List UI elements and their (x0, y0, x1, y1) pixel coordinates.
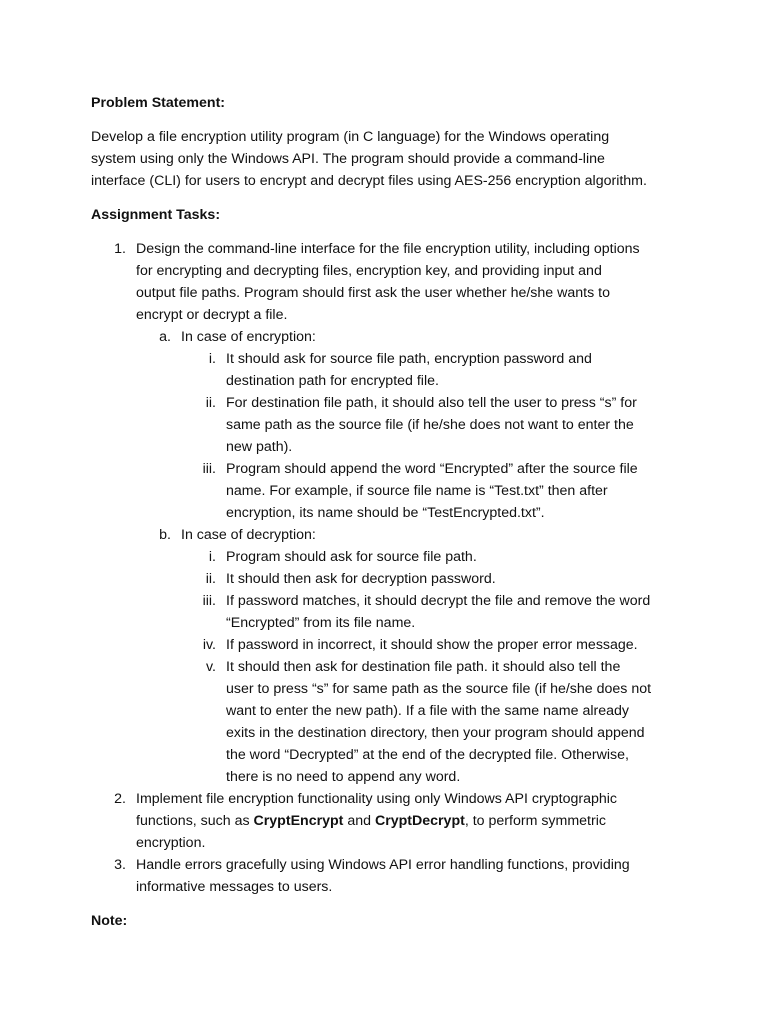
encryption-step-ii (91, 392, 691, 458)
task-item-3 (91, 854, 691, 898)
list-marker: 1. (114, 241, 126, 257)
list-marker: iii. (202, 461, 216, 477)
task-line: informative messages to users. (136, 879, 333, 895)
decryption-step-i (91, 546, 691, 568)
step-line: the word “Decrypted” at the end of the decrypted file. Otherwise, (226, 747, 629, 763)
subitem-encryption (91, 326, 691, 348)
task-line: for encrypting and decrypting files, encryption key, and providing input and (136, 263, 602, 279)
task-text-segment: functions, such as (136, 813, 254, 829)
step-line: If password matches, it should decrypt the file and remove the word (226, 593, 651, 609)
document-page (91, 92, 691, 932)
crypt-decrypt-keyword: CryptDecrypt (374, 813, 465, 829)
step-line: want to enter the new path). If a file with the same name already (226, 703, 629, 719)
list-marker: v. (206, 659, 216, 675)
decryption-step-iv (91, 634, 691, 656)
decryption-step-ii (91, 568, 691, 590)
list-marker: i. (208, 351, 216, 367)
task-text-segment: , to perform symmetric (464, 813, 606, 829)
list-marker: ii. (205, 571, 216, 587)
task-line: output file paths. Program should first ask the user whether he/she wants to (136, 285, 610, 301)
step-line: exits in the destination directory, then your program should append (226, 725, 645, 741)
crypt-encrypt-keyword: CryptEncrypt (253, 813, 344, 829)
step-line: If password in incorrect, it should show the proper error message. (226, 637, 638, 653)
step-line: “Encrypted” from its file name. (226, 615, 416, 631)
step-line: name. For example, if source file name is “Test.txt” then after (226, 483, 608, 499)
list-marker: a. (159, 329, 171, 345)
task-line: Implement file encryption functionality using only Windows API cryptographic (136, 791, 618, 807)
list-marker: b. (159, 527, 171, 543)
subitem-text: In case of decryption: (181, 527, 316, 543)
step-line: new path). (226, 439, 293, 455)
subitem-decryption (91, 524, 691, 546)
task-line: Design the command-line interface for the file encryption utility, including options (136, 241, 640, 257)
problem-statement-heading: Problem Statement: (91, 95, 226, 111)
task-item-1 (91, 238, 691, 326)
task-line: encryption. (136, 835, 206, 851)
step-line: there is no need to append any word. (226, 769, 461, 785)
task-text-segment: and (343, 813, 375, 829)
task-line: Handle errors gracefully using Windows API error handling functions, providing (136, 857, 630, 873)
problem-statement-paragraph (91, 126, 691, 192)
list-marker: 2. (114, 791, 126, 807)
paragraph-line: interface (CLI) for users to encrypt and decrypt files using AES-256 encryption algorithm. (91, 173, 647, 189)
task-item-2 (91, 788, 691, 854)
step-line: It should then ask for destination file path. it should also tell the (226, 659, 621, 675)
step-line: For destination file path, it should also tell the user to press “s” for (226, 395, 637, 411)
paragraph-line: system using only the Windows API. The program should provide a command-line (91, 151, 605, 167)
paragraph-line: Develop a file encryption utility program (in C language) for the Windows operating (91, 129, 610, 145)
encryption-step-i (91, 348, 691, 392)
step-line: Program should ask for source file path. (226, 549, 477, 565)
step-line: destination path for encrypted file. (226, 373, 439, 389)
task-line: encrypt or decrypt a file. (136, 307, 288, 323)
assignment-tasks-heading: Assignment Tasks: (91, 207, 221, 223)
list-marker: 3. (114, 857, 126, 873)
step-line: It should ask for source file path, encryption password and (226, 351, 592, 367)
note-heading: Note: (91, 913, 128, 929)
list-marker: iv. (202, 637, 216, 653)
step-line: user to press “s” for same path as the source file (if he/she does not (226, 681, 652, 697)
step-line: encryption, its name should be “TestEncrypted.txt”. (226, 505, 545, 521)
list-marker: i. (208, 549, 216, 565)
step-line: Program should append the word “Encrypted” after the source file (226, 461, 638, 477)
list-marker: iii. (202, 593, 216, 609)
encryption-step-iii (91, 458, 691, 524)
decryption-step-v (91, 656, 691, 788)
list-marker: ii. (205, 395, 216, 411)
step-line: same path as the source file (if he/she does not want to enter the (226, 417, 634, 433)
subitem-text: In case of encryption: (181, 329, 316, 345)
decryption-step-iii (91, 590, 691, 634)
step-line: It should then ask for decryption password. (226, 571, 496, 587)
task-line (136, 810, 691, 832)
